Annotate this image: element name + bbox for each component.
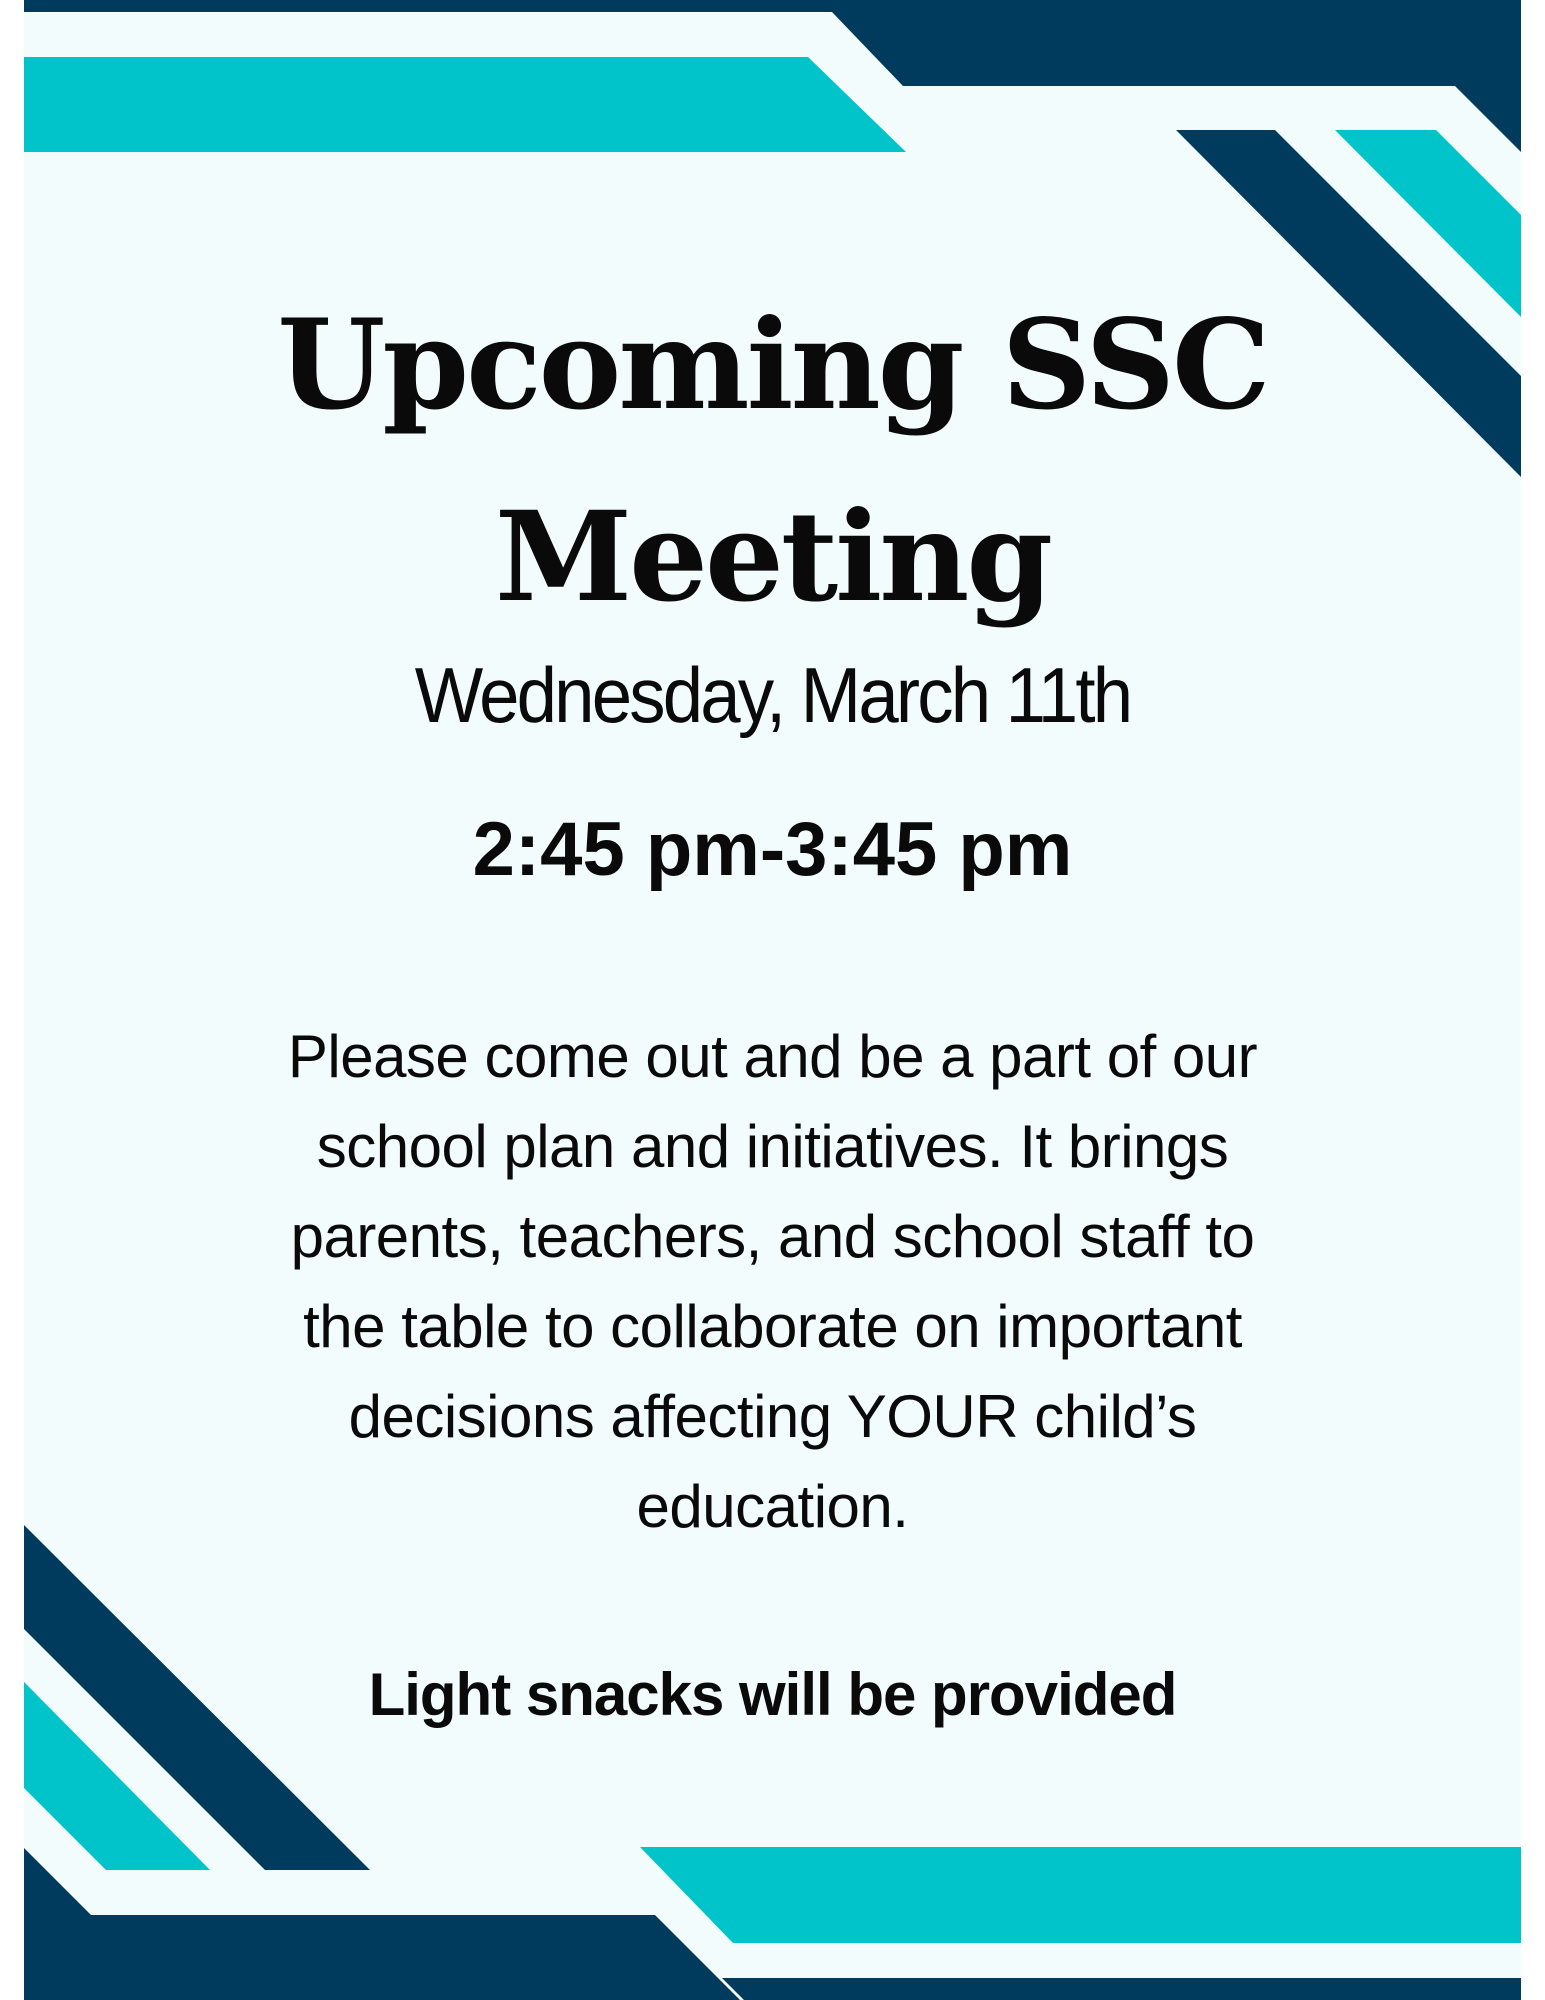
title-line-2: Meeting	[494, 485, 1051, 630]
flyer-title	[0, 270, 1545, 654]
description-text	[200, 1012, 1345, 1552]
description-line: the table to collaborate on important	[303, 1293, 1242, 1360]
description-line: Please come out and be a part of our	[287, 1023, 1258, 1090]
meeting-date: Wednesday, March 11th	[414, 651, 1131, 739]
bottom-right-navy-strip	[722, 1978, 1521, 2000]
description-line: education.	[636, 1473, 909, 1540]
description-line: school plan and initiatives. It brings	[316, 1113, 1229, 1180]
title-line-1: Upcoming SSC	[277, 293, 1268, 438]
snacks-notice: Light snacks will be provided	[368, 1661, 1177, 1728]
bottom-right-teal-band	[640, 1847, 1521, 1943]
meeting-time: 2:45 pm-3:45 pm	[472, 807, 1073, 892]
description-line: parents, teachers, and school staff to	[290, 1203, 1255, 1270]
description-line: decisions affecting YOUR child’s	[348, 1383, 1197, 1450]
top-teal-band	[24, 57, 906, 152]
